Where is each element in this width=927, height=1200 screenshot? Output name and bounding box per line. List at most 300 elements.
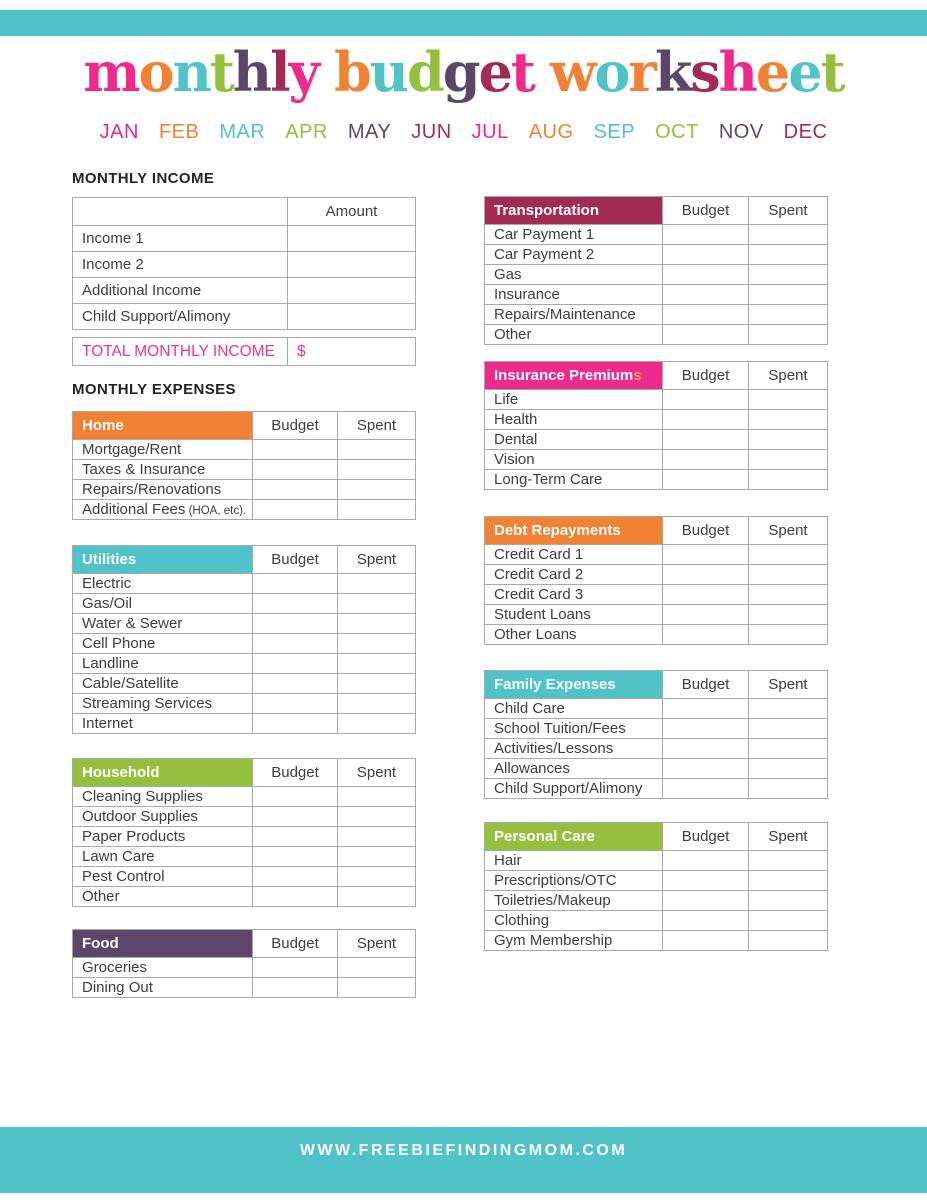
row-label: School Tuition/Fees bbox=[485, 719, 663, 739]
expense-table-food bbox=[72, 929, 416, 998]
spent-cell bbox=[749, 851, 828, 871]
title-letter: t bbox=[209, 40, 233, 104]
budget-cell bbox=[253, 614, 338, 634]
budget-cell bbox=[663, 325, 749, 345]
amount-cell bbox=[288, 278, 416, 304]
table-row bbox=[73, 500, 416, 520]
budget-cell bbox=[663, 759, 749, 779]
table-row bbox=[485, 891, 828, 911]
budget-cell bbox=[253, 634, 338, 654]
budget-cell bbox=[253, 694, 338, 714]
row-label: Pest Control bbox=[73, 867, 253, 887]
budget-column-header: Budget bbox=[663, 362, 749, 390]
month-jul: JUL bbox=[471, 121, 509, 143]
row-label: Credit Card 2 bbox=[485, 565, 663, 585]
row-label: Internet bbox=[73, 714, 253, 734]
budget-cell bbox=[663, 225, 749, 245]
category-header-household bbox=[73, 759, 253, 787]
row-label: Long-Term Care bbox=[485, 470, 663, 490]
title-letter: b bbox=[333, 40, 370, 104]
budget-column-header: Budget bbox=[663, 671, 749, 699]
title-letter: t bbox=[820, 40, 844, 104]
row-label: Gas bbox=[485, 265, 663, 285]
total-income-row bbox=[73, 338, 416, 366]
table-header-row bbox=[485, 671, 828, 699]
table-row bbox=[73, 480, 416, 500]
table-row bbox=[485, 719, 828, 739]
table-row bbox=[485, 430, 828, 450]
row-label: Child Support/Alimony bbox=[485, 779, 663, 799]
table-row bbox=[73, 440, 416, 460]
left-expense-tables bbox=[72, 411, 415, 998]
title-word bbox=[542, 40, 852, 104]
total-income-table bbox=[72, 337, 416, 366]
month-mar: MAR bbox=[219, 121, 266, 143]
table-row bbox=[485, 545, 828, 565]
month-sep: SEP bbox=[593, 121, 636, 143]
spent-column-header: Spent bbox=[749, 517, 828, 545]
budget-column-header: Budget bbox=[253, 930, 338, 958]
spent-cell bbox=[338, 460, 416, 480]
row-label: Vision bbox=[485, 450, 663, 470]
spent-cell bbox=[338, 440, 416, 460]
budget-cell bbox=[663, 625, 749, 645]
page-title bbox=[0, 40, 927, 104]
table-row bbox=[485, 565, 828, 585]
row-label: Paper Products bbox=[73, 827, 253, 847]
budget-column-header: Budget bbox=[253, 759, 338, 787]
spent-cell bbox=[338, 887, 416, 907]
table-row bbox=[485, 470, 828, 490]
budget-cell bbox=[663, 305, 749, 325]
table-row bbox=[485, 390, 828, 410]
category-title: Home bbox=[82, 417, 124, 434]
spent-cell bbox=[749, 759, 828, 779]
row-label: Credit Card 3 bbox=[485, 585, 663, 605]
budget-cell bbox=[663, 545, 749, 565]
table-row bbox=[73, 594, 416, 614]
table-row bbox=[485, 410, 828, 430]
table-row bbox=[73, 827, 416, 847]
table-row bbox=[485, 871, 828, 891]
budget-cell bbox=[253, 574, 338, 594]
spent-cell bbox=[749, 779, 828, 799]
month-feb: FEB bbox=[158, 121, 200, 143]
top-accent-band bbox=[0, 10, 927, 36]
right-column bbox=[484, 196, 827, 951]
table-row bbox=[73, 574, 416, 594]
table-row bbox=[73, 958, 416, 978]
spent-cell bbox=[749, 931, 828, 951]
table-row bbox=[73, 847, 416, 867]
category-header-utilities bbox=[73, 546, 253, 574]
category-title: Transportation bbox=[494, 202, 600, 219]
budget-column-header: Budget bbox=[663, 517, 749, 545]
expense-table-utilities bbox=[72, 545, 416, 734]
budget-cell bbox=[663, 410, 749, 430]
budget-cell bbox=[663, 470, 749, 490]
title-letter: n bbox=[172, 40, 210, 104]
row-label-note: (HOA, etc). bbox=[185, 505, 247, 517]
expense-table-personal-care bbox=[484, 822, 828, 951]
row-label: Groceries bbox=[73, 958, 253, 978]
category-title: Insurance Premium bbox=[494, 367, 634, 384]
title-letter: w bbox=[549, 40, 595, 104]
month-dec: DEC bbox=[783, 121, 828, 143]
row-label: Other bbox=[485, 325, 663, 345]
title-letter: r bbox=[628, 40, 655, 104]
table-row bbox=[73, 460, 416, 480]
table-row bbox=[73, 614, 416, 634]
row-label: Additional Income bbox=[73, 278, 288, 304]
budget-cell bbox=[663, 565, 749, 585]
budget-cell bbox=[663, 390, 749, 410]
budget-cell bbox=[663, 285, 749, 305]
row-label: Taxes & Insurance bbox=[73, 460, 253, 480]
spent-cell bbox=[749, 545, 828, 565]
title-letter: d bbox=[407, 40, 443, 104]
row-label: Car Payment 1 bbox=[485, 225, 663, 245]
total-income-currency: $ bbox=[288, 338, 416, 366]
title-letter: m bbox=[83, 40, 139, 104]
budget-cell bbox=[253, 827, 338, 847]
budget-cell bbox=[253, 847, 338, 867]
category-header-transportation bbox=[485, 197, 663, 225]
category-header-debt-repayments bbox=[485, 517, 663, 545]
table-row bbox=[485, 779, 828, 799]
spent-cell bbox=[749, 390, 828, 410]
table-row bbox=[73, 634, 416, 654]
spent-column-header: Spent bbox=[338, 412, 416, 440]
spent-cell bbox=[749, 911, 828, 931]
budget-cell bbox=[253, 500, 338, 520]
title-letter: t bbox=[510, 40, 534, 104]
months-row bbox=[0, 121, 927, 144]
amount-column-header: Amount bbox=[288, 198, 416, 226]
spent-column-header: Spent bbox=[749, 197, 828, 225]
total-income-label: TOTAL MONTHLY INCOME bbox=[73, 338, 288, 366]
budget-column-header: Budget bbox=[253, 412, 338, 440]
title-letter: k bbox=[654, 40, 691, 104]
spent-cell bbox=[338, 867, 416, 887]
budget-cell bbox=[253, 480, 338, 500]
table-row bbox=[73, 654, 416, 674]
table-row bbox=[485, 699, 828, 719]
row-label: Life bbox=[485, 390, 663, 410]
budget-cell bbox=[253, 674, 338, 694]
spent-cell bbox=[749, 265, 828, 285]
budget-column-header: Budget bbox=[663, 197, 749, 225]
table-row bbox=[485, 305, 828, 325]
title-letter: l bbox=[270, 40, 289, 104]
table-row bbox=[485, 585, 828, 605]
spent-cell bbox=[749, 305, 828, 325]
spent-cell bbox=[338, 594, 416, 614]
spent-column-header: Spent bbox=[749, 823, 828, 851]
spent-column-header: Spent bbox=[749, 671, 828, 699]
row-label: Allowances bbox=[485, 759, 663, 779]
expense-table-transportation bbox=[484, 196, 828, 345]
spent-cell bbox=[749, 565, 828, 585]
budget-cell bbox=[663, 699, 749, 719]
row-label: Hair bbox=[485, 851, 663, 871]
spent-cell bbox=[338, 787, 416, 807]
budget-cell bbox=[663, 245, 749, 265]
spent-cell bbox=[338, 807, 416, 827]
category-title: Debt Repayments bbox=[494, 522, 621, 539]
row-label: Electric bbox=[73, 574, 253, 594]
spent-cell bbox=[338, 827, 416, 847]
budget-cell bbox=[253, 460, 338, 480]
table-row bbox=[485, 325, 828, 345]
spent-cell bbox=[749, 719, 828, 739]
title-word bbox=[326, 40, 542, 104]
budget-cell bbox=[253, 714, 338, 734]
spent-cell bbox=[749, 699, 828, 719]
budget-cell bbox=[663, 779, 749, 799]
month-nov: NOV bbox=[718, 121, 764, 143]
title-letter: o bbox=[594, 40, 629, 104]
budget-cell bbox=[253, 440, 338, 460]
spent-cell bbox=[338, 958, 416, 978]
budget-column-header: Budget bbox=[663, 823, 749, 851]
title-letter: e bbox=[788, 40, 821, 104]
table-row bbox=[485, 265, 828, 285]
table-row bbox=[485, 225, 828, 245]
row-label: Lawn Care bbox=[73, 847, 253, 867]
row-label: Cell Phone bbox=[73, 634, 253, 654]
spent-cell bbox=[338, 978, 416, 998]
spent-cell bbox=[749, 739, 828, 759]
table-header-row bbox=[73, 546, 416, 574]
table-row bbox=[73, 674, 416, 694]
row-label: Insurance bbox=[485, 285, 663, 305]
spent-cell bbox=[749, 225, 828, 245]
category-title: Family Expenses bbox=[494, 676, 616, 693]
spent-cell bbox=[749, 585, 828, 605]
title-letter: o bbox=[138, 40, 173, 104]
month-aug: AUG bbox=[528, 121, 574, 143]
category-title: Household bbox=[82, 764, 160, 781]
title-letter: h bbox=[718, 40, 756, 104]
category-header-insurance-premium bbox=[485, 362, 663, 390]
spent-cell bbox=[749, 450, 828, 470]
table-header-row bbox=[485, 197, 828, 225]
budget-cell bbox=[253, 594, 338, 614]
category-title: Food bbox=[82, 935, 119, 952]
row-label: Child Care bbox=[485, 699, 663, 719]
table-row bbox=[73, 252, 416, 278]
budget-column-header: Budget bbox=[253, 546, 338, 574]
spent-cell bbox=[749, 605, 828, 625]
expense-table-family-expenses bbox=[484, 670, 828, 799]
spent-cell bbox=[338, 574, 416, 594]
row-label: Clothing bbox=[485, 911, 663, 931]
table-header-row bbox=[73, 930, 416, 958]
row-label: Cleaning Supplies bbox=[73, 787, 253, 807]
budget-cell bbox=[663, 871, 749, 891]
spent-column-header: Spent bbox=[338, 759, 416, 787]
table-row bbox=[73, 714, 416, 734]
spent-cell bbox=[749, 325, 828, 345]
title-word bbox=[75, 40, 326, 104]
amount-cell bbox=[288, 226, 416, 252]
month-apr: APR bbox=[285, 121, 328, 143]
spent-cell bbox=[749, 245, 828, 265]
budget-cell bbox=[663, 450, 749, 470]
title-letter: e bbox=[755, 40, 789, 104]
budget-cell bbox=[663, 430, 749, 450]
row-label: Additional Fees (HOA, etc). bbox=[73, 500, 253, 520]
table-header-row bbox=[73, 759, 416, 787]
table-row bbox=[485, 759, 828, 779]
budget-cell bbox=[663, 851, 749, 871]
table-row bbox=[485, 625, 828, 645]
row-label: Gym Membership bbox=[485, 931, 663, 951]
row-label: Credit Card 1 bbox=[485, 545, 663, 565]
budget-cell bbox=[663, 719, 749, 739]
spent-cell bbox=[338, 634, 416, 654]
row-label: Other bbox=[73, 887, 253, 907]
budget-cell bbox=[253, 807, 338, 827]
spent-column-header: Spent bbox=[749, 362, 828, 390]
budget-cell bbox=[253, 978, 338, 998]
row-label: Mortgage/Rent bbox=[73, 440, 253, 460]
budget-cell bbox=[663, 605, 749, 625]
spent-cell bbox=[338, 500, 416, 520]
table-row bbox=[73, 887, 416, 907]
spent-cell bbox=[338, 480, 416, 500]
expense-table-insurance-premium bbox=[484, 361, 828, 490]
table-row bbox=[485, 450, 828, 470]
budget-cell bbox=[253, 867, 338, 887]
row-label: Income 2 bbox=[73, 252, 288, 278]
right-expense-tables bbox=[484, 196, 827, 951]
table-row bbox=[73, 867, 416, 887]
row-label: Toiletries/Makeup bbox=[485, 891, 663, 911]
category-header-personal-care bbox=[485, 823, 663, 851]
row-label: Repairs/Renovations bbox=[73, 480, 253, 500]
spent-column-header: Spent bbox=[338, 930, 416, 958]
category-header-family-expenses bbox=[485, 671, 663, 699]
spent-cell bbox=[338, 674, 416, 694]
category-title: Personal Care bbox=[494, 828, 595, 845]
table-row bbox=[485, 605, 828, 625]
table-header-row bbox=[485, 823, 828, 851]
spent-cell bbox=[338, 847, 416, 867]
table-row bbox=[73, 278, 416, 304]
table-row bbox=[485, 911, 828, 931]
row-label: Dining Out bbox=[73, 978, 253, 998]
table-row bbox=[485, 851, 828, 871]
spent-cell bbox=[338, 714, 416, 734]
spent-cell bbox=[749, 410, 828, 430]
table-row bbox=[73, 787, 416, 807]
table-row bbox=[485, 931, 828, 951]
row-label: Activities/Lessons bbox=[485, 739, 663, 759]
budget-cell bbox=[253, 654, 338, 674]
table-row bbox=[485, 245, 828, 265]
month-jun: JUN bbox=[411, 121, 452, 143]
income-table bbox=[72, 197, 416, 330]
category-title-suffix: s bbox=[633, 367, 642, 384]
spent-cell bbox=[749, 891, 828, 911]
table-row bbox=[73, 304, 416, 330]
row-label: Car Payment 2 bbox=[485, 245, 663, 265]
budget-cell bbox=[663, 931, 749, 951]
table-row bbox=[73, 807, 416, 827]
row-label: Gas/Oil bbox=[73, 594, 253, 614]
row-label: Streaming Services bbox=[73, 694, 253, 714]
budget-cell bbox=[663, 739, 749, 759]
row-label: Health bbox=[485, 410, 663, 430]
table-header-row bbox=[485, 362, 828, 390]
table-row bbox=[485, 739, 828, 759]
expense-table-household bbox=[72, 758, 416, 907]
category-header-food bbox=[73, 930, 253, 958]
month-may: MAY bbox=[347, 121, 392, 143]
row-label: Other Loans bbox=[485, 625, 663, 645]
spent-cell bbox=[749, 470, 828, 490]
income-header-empty-cell bbox=[73, 198, 288, 226]
table-header-row bbox=[485, 517, 828, 545]
row-label: Prescriptions/OTC bbox=[485, 871, 663, 891]
monthly-expenses-heading: MONTHLY EXPENSES bbox=[72, 381, 236, 398]
title-letter: g bbox=[442, 40, 479, 104]
title-letter: e bbox=[478, 40, 511, 104]
spent-cell bbox=[338, 614, 416, 634]
income-header-row bbox=[73, 198, 416, 226]
monthly-income-heading: MONTHLY INCOME bbox=[72, 170, 215, 187]
row-label: Student Loans bbox=[485, 605, 663, 625]
title-letter: h bbox=[232, 40, 271, 104]
left-column bbox=[72, 170, 415, 998]
spent-cell bbox=[338, 654, 416, 674]
budget-cell bbox=[253, 958, 338, 978]
row-label: Water & Sewer bbox=[73, 614, 253, 634]
title-letter: s bbox=[690, 40, 719, 104]
spent-cell bbox=[749, 285, 828, 305]
row-label: Landline bbox=[73, 654, 253, 674]
amount-cell bbox=[288, 304, 416, 330]
expense-table-debt-repayments bbox=[484, 516, 828, 645]
budget-cell bbox=[663, 911, 749, 931]
spent-cell bbox=[749, 625, 828, 645]
budget-cell bbox=[663, 265, 749, 285]
month-oct: OCT bbox=[655, 121, 699, 143]
footer-url: WWW.FREEBIEFINDINGMOM.COM bbox=[299, 1142, 628, 1159]
budget-cell bbox=[253, 887, 338, 907]
row-label: Child Support/Alimony bbox=[73, 304, 288, 330]
expense-table-home bbox=[72, 411, 416, 520]
table-row bbox=[73, 226, 416, 252]
row-label: Repairs/Maintenance bbox=[485, 305, 663, 325]
title-letter: u bbox=[369, 40, 407, 104]
row-label: Income 1 bbox=[73, 226, 288, 252]
budget-cell bbox=[253, 787, 338, 807]
amount-cell bbox=[288, 252, 416, 278]
row-label: Cable/Satellite bbox=[73, 674, 253, 694]
table-header-row bbox=[73, 412, 416, 440]
category-title: Utilities bbox=[82, 551, 137, 568]
table-row bbox=[73, 694, 416, 714]
spent-cell bbox=[338, 694, 416, 714]
spent-column-header: Spent bbox=[338, 546, 416, 574]
budget-cell bbox=[663, 891, 749, 911]
table-row bbox=[73, 978, 416, 998]
title-letter: y bbox=[288, 40, 318, 104]
row-label: Dental bbox=[485, 430, 663, 450]
